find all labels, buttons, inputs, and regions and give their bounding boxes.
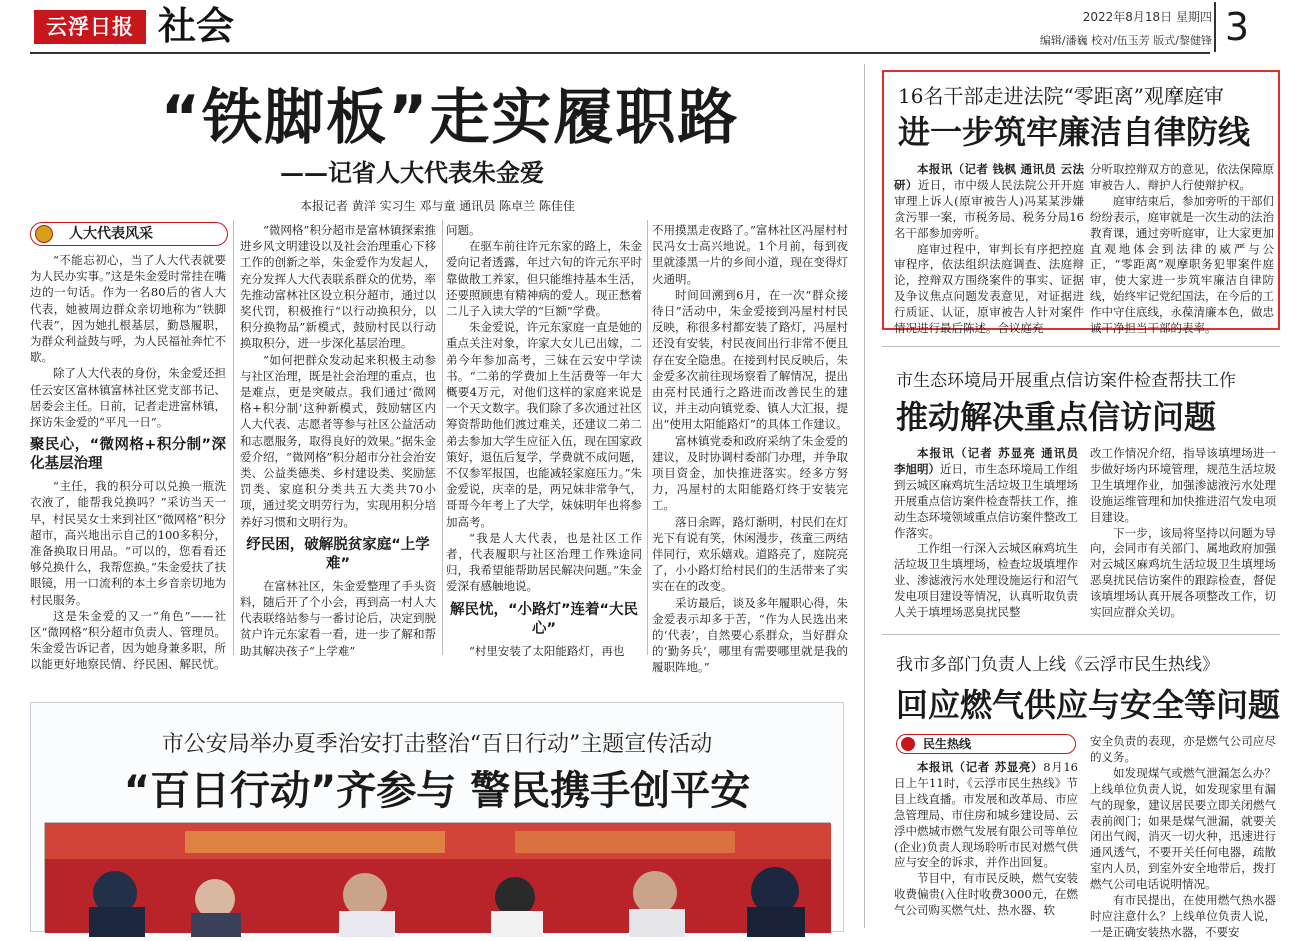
masthead — [0, 0, 1304, 56]
main-column-3 — [446, 222, 642, 660]
main-headline: “铁脚板”走实履职路 — [160, 83, 740, 153]
person-figure — [633, 871, 677, 915]
story-separator — [882, 346, 1280, 347]
paragraph: 有市民提出，在使用燃气热水器时应注意什么？上线单位负责人说，一是正确安装热水器，不要安 — [1090, 893, 1276, 939]
paragraph: 庭审结束后，参加旁听的干部们纷纷表示，庭审就是一次生动的法治教育课，通过旁听庭审，让大家更加直观地体会到法律的威严与公正，“零距离”观摩职务犯罪案件庭审，使大家进一步筑牢廉洁自律防线，始终牢记党纪国法，在今后的工作中守住底线，永葆清廉本色，做忠诚干净担当干部的表率。 — [1090, 193, 1274, 336]
national-emblem-icon — [35, 225, 53, 243]
gas-story-kicker: 我市多部门负责人上线《云浮市民生热线》 — [896, 655, 1219, 675]
subheading: 纾民困，破解脱贫家庭“上学难” — [246, 536, 430, 572]
env-story-kicker: 市生态环境局开展重点信访案件检查帮扶工作 — [896, 371, 1236, 391]
person-figure — [339, 911, 395, 937]
paragraph: 除了人大代表的身份，朱金爱还担任云安区富林镇富林社区党支部书记、居委会主任。日前，记者走进富林镇，探访朱金爱的“平凡一日”。 — [30, 366, 226, 430]
photo-sign — [515, 831, 735, 853]
photo-illustration — [45, 823, 831, 933]
person-figure — [343, 873, 387, 917]
issue-date: 2022年8月18日 星期四 — [1082, 10, 1212, 24]
paragraph: 采访最后，谈及多年履职心得，朱金爱表示却多于苦，“作为人民选出来的‘代表’，自然要心系群众，当好群众的‘勤务兵’，哪里有需要哪里就是我的履职阵地。” — [652, 595, 848, 675]
paragraph: 朱金爱说，许元东家庭一直是她的重点关注对象，许家大女儿已出嫁，二弟今年参加高考，三妹在云安中学读书。“二弟的学费加上生活费等一年大概要4万元，对他们这样的家庭来说是一个天文数字。我们除了多次通过社区筹资帮助他们渡过难关，还建议二弟二弟去参加大学生应征入伍，现在国家政策好，退伍后复学，学费就不成问题，不仅参军报国，也能减轻家庭压力。”朱金爱说，庆幸的是，两兄妹非常争气，哥哥今年考上了大学，妹妹明年也将参加高考。 — [446, 320, 642, 529]
paragraph: 改工作情况介绍，指导该填埋场进一步做好场内环境管理，规范生活垃圾卫生填埋作业，加强渗滤液污水处理设施运维管理和加快推进沼气发电项目建设。 — [1090, 446, 1276, 524]
env-story-column-2 — [1090, 446, 1276, 618]
person-figure — [491, 911, 543, 937]
column-divider — [233, 220, 234, 655]
paragraph: 落日余晖，路灯渐明，村民们在灯光下有说有笑，休闲漫步，孩童三两结伴同行，欢乐嬉戏。道路亮了，庭院亮了，小小路灯给村民们的生活带来了实实在在的改变。 — [652, 514, 848, 594]
gas-story-column-2 — [1090, 734, 1276, 939]
byline: 本报讯（记者 钱枫 通讯员 云法研） — [894, 162, 1084, 192]
hotline-tag — [896, 734, 1076, 754]
paragraph: 如发现煤气或燃气泄漏怎么办？上线单位负责人说，如发现家里有漏气的现象，建议居民要立即关闭燃气表前阀门；如果是煤气泄漏，就要关闭出气阀，消灭一切火种，迅速进行通风透气，不要开关任何电器，疏散室内人员，到室外安全地带后，拨打燃气公司电话说明情况。 — [1090, 765, 1276, 892]
editor-credits: 编辑/潘巍 校对/伍玉芳 版式/黎健锋 — [1039, 34, 1212, 47]
gas-story-headline: 回应燃气供应与安全等问题 — [896, 686, 1281, 724]
newspaper-logo: 云浮日报 — [34, 10, 146, 44]
section-title: 社会 — [158, 4, 235, 48]
person-figure — [629, 909, 685, 937]
main-byline: 本报记者 黄洋 实习生 邓与童 通讯员 陈卓兰 陈佳佳 — [300, 199, 575, 213]
main-subheadline: ——记省人大代表朱金爱 — [280, 158, 544, 187]
police-event-photo — [44, 822, 830, 932]
paragraph: 这是朱金爱的又一“角色”——社区“微网格”积分超市负责人、管理员。朱金爱告诉记者，因为她身兼多职，所以能更好地察民情、纾民困、解民忧。 — [30, 608, 226, 672]
paragraph: 安全负责的表现，亦是燃气公司应尽的义务。 — [1090, 734, 1276, 764]
paragraph: 分听取控辩双方的意见，依法保障原审被告人、辩护人行使辩护权。 — [1090, 162, 1274, 192]
police-story-headline: “百日行动”齐参与 警民携手创平安 — [123, 768, 751, 814]
police-officer-figure — [89, 907, 145, 937]
paragraph: 时间回溯到6月，在一次“群众接待日”活动中，朱金爱接到冯屋村村民反映，称很多村都安装了路灯，冯屋村还没有安装，村民夜间出行非常不便且存在安全隐患。在接到村民反映后，朱金爱多次前往现场察看了解情况，提出由亮村民通行之路进而改善民生的建议，并主动向镇党委、镇人大汇报，提出“使用太阳能路灯”的具体工作建议。 — [652, 287, 848, 432]
paragraph: 不用摸黑走夜路了。”富林社区冯屋村村民冯女士高兴地说。1个月前，每到夜里就漆黑一片的乡间小道，现在变得灯火通明。 — [652, 223, 848, 286]
paragraph: “如何把群众发动起来积极主动参与社区治理，既是社会治理的重点，也是难点，更是突破点。我们通过‘微网格+积分制’这种新模式，鼓励辖区内人大代表、志愿者等参与社区公益活动和志愿服务，取得良好的效果。”据朱金爱介绍，“微网格”积分超市分社会治安类、公益类德类、乡村建设类、奖励惩罚类、家庭积分类共五大类共70小项，通过奖文明劳行为，实现用积分培养好习惯和文明行为。 — [240, 352, 436, 529]
court-story-headline: 进一步筑牢廉洁自律防线 — [898, 113, 1251, 151]
paragraph: 8月16日上午11时，《云浮市民生热线》节目上线直播。市发展和改革局、市应急管理局、市住房和城乡建设局、云浮中燃城市燃气发展有限公司等单位(企业)负责人现场聆听市民对燃气供应与安全的诉求，并作出回复。 — [894, 760, 1078, 870]
paragraph: 近日，市生态环境局工作组到云城区麻鸡坑生活垃圾卫生填埋场开展重点信访案件检查帮扶工作，推动生态环境领域重点信访案件整改工作落实。 — [894, 461, 1078, 540]
column-tag-label: 人大代表风采 — [69, 226, 153, 242]
paragraph: 下一步，该局将坚持以问题为导向，会同市有关部门、属地政府加强对云城区麻鸡坑生活垃圾卫生填埋场恶臭扰民信访案件的跟踪检查，督促该填埋场认真开展各项整改工作，切实回应群众关切。 — [1090, 525, 1276, 620]
byline: 本报讯（记者 苏显亮） — [917, 760, 1044, 774]
subheading: 解民忧，“小路灯”连着“大民心” — [449, 601, 639, 637]
paragraph: 在驱车前往许元东家的路上，朱金爱向记者透露，年过六旬的许元东平时靠做散工养家，但只能维持基本生活，还要照顾患有精神病的爱人。现正愁着二儿子入读大学的“巨额”学费。 — [446, 239, 642, 319]
court-story-column-2 — [1090, 162, 1274, 336]
paragraph: “主任，我的积分可以兑换一瓶洗衣液了，能帮我兑换吗？”采访当天一早，村民吴女士来到社区“微网格”积分超市，高兴地出示自己的100多积分，准备换取日用品。“可以的，您看看还够兑换什么，我帮您换。”朱金爱扶了扶眼镜，用一口流利的本土乡音亲切地为村民服务。 — [30, 479, 226, 607]
court-story-column-1 — [894, 162, 1085, 336]
column-divider — [442, 220, 443, 655]
gas-story-column-1 — [894, 760, 1078, 928]
page-number: 3 — [1214, 2, 1258, 52]
paragraph: 近日，市中级人民法院公开开庭审理上诉人(原审被告人)冯某某涉嫌贪污罪一案，市税务局、税务分局16名干部参加旁听。 — [894, 177, 1085, 240]
paragraph: “我是人大代表，也是社区工作者，代表履职与社区治理工作殊途同归，我希望能帮助居民解决问题。”朱金爱深有感触地说。 — [446, 530, 642, 594]
subheading: 聚民心，“微网格+积分制”深化基层治理 — [30, 437, 226, 473]
issue-meta — [952, 8, 1212, 50]
paragraph: 工作组一行深入云城区麻鸡坑生活垃圾卫生填埋场，检查垃圾填埋作业、渗滤液污水处理设施运行和沼气发电项目建设等情况，认真听取负责人关于填埋场恶臭扰民整 — [894, 541, 1078, 620]
police-officer-figure — [747, 907, 805, 937]
main-column-4 — [652, 222, 848, 675]
column-tag — [30, 222, 228, 246]
paragraph: 富林镇党委和政府采纳了朱金爱的建议，及时协调村委部门办理，并争取项目资金，加快推进落实。经多方努力，冯屋村的太阳能路灯终于安装完工。 — [652, 433, 848, 513]
photo-sign — [185, 831, 445, 853]
masthead-divider — [30, 52, 1210, 54]
hotline-tag-label: 民生热线 — [923, 737, 972, 751]
story-separator — [882, 634, 1280, 635]
main-column-1 — [30, 252, 226, 672]
paragraph: “村里安装了太阳能路灯，再也 — [469, 643, 625, 658]
byline: 本报讯（记者 苏显亮 通讯员 李旭明） — [894, 446, 1078, 476]
main-column-2 — [240, 222, 436, 660]
paragraph: “微网格”积分超市是富林镇探索推进乡风文明建设以及社会治理重心下移工作的创新之举，朱金爱作为发起人，充分发挥人大代表联系群众的优势，率先推动富林社区设立积分超市，通过以奖代罚，积极推行“以行动换积分，以积分换物品”新模式，鼓励村民以行动换取积分，进一步深化基层治理。 — [240, 223, 436, 351]
env-story-column-1 — [894, 446, 1078, 618]
paragraph: “不能忘初心，当了人大代表就要为人民办实事。”这是朱金爱时常挂在嘴边的一句话。作为一名80后的省人大代表，她被周边群众亲切地称为“铁脚代表”，因为她扎根基层，勤恳履职，为群众利益鼓与呼，为人民福祉奔忙不歇。 — [30, 253, 226, 365]
hotline-icon — [901, 737, 915, 751]
paragraph: 节目中，有市民反映，燃气安装收费偏贵(入住时收费3000元，在燃气公司购买燃气灶、热水器、软 — [894, 871, 1078, 918]
paragraph: 问题。 — [446, 223, 481, 237]
section-divider — [864, 64, 865, 928]
column-divider — [647, 220, 648, 655]
paragraph: 庭审过程中，审判长有序把控庭审程序，依法组织法庭调查、法庭辩论，控辩双方围绕案件的事实、证据及争议焦点问题发表意见，对证据进行质证、认证，原审被告人针对案件情况进行最后陈述。合议庭充 — [894, 241, 1084, 336]
police-story-kicker: 市公安局举办夏季治安打击整治“百日行动”主题宣传活动 — [161, 732, 713, 757]
paragraph: 在富林社区，朱金爱整理了手头资料，随后开了个小会，再到高一村人大代表联络站参与一番讨论后，决定到脱贫户许元东家看一看，进一步了解和帮助其解决孩子“上学难” — [240, 578, 436, 658]
env-story-headline: 推动解决重点信访问题 — [896, 398, 1217, 436]
court-story-kicker: 16名干部走进法院“零距离”观摩庭审 — [898, 84, 1224, 108]
person-figure — [191, 913, 241, 937]
